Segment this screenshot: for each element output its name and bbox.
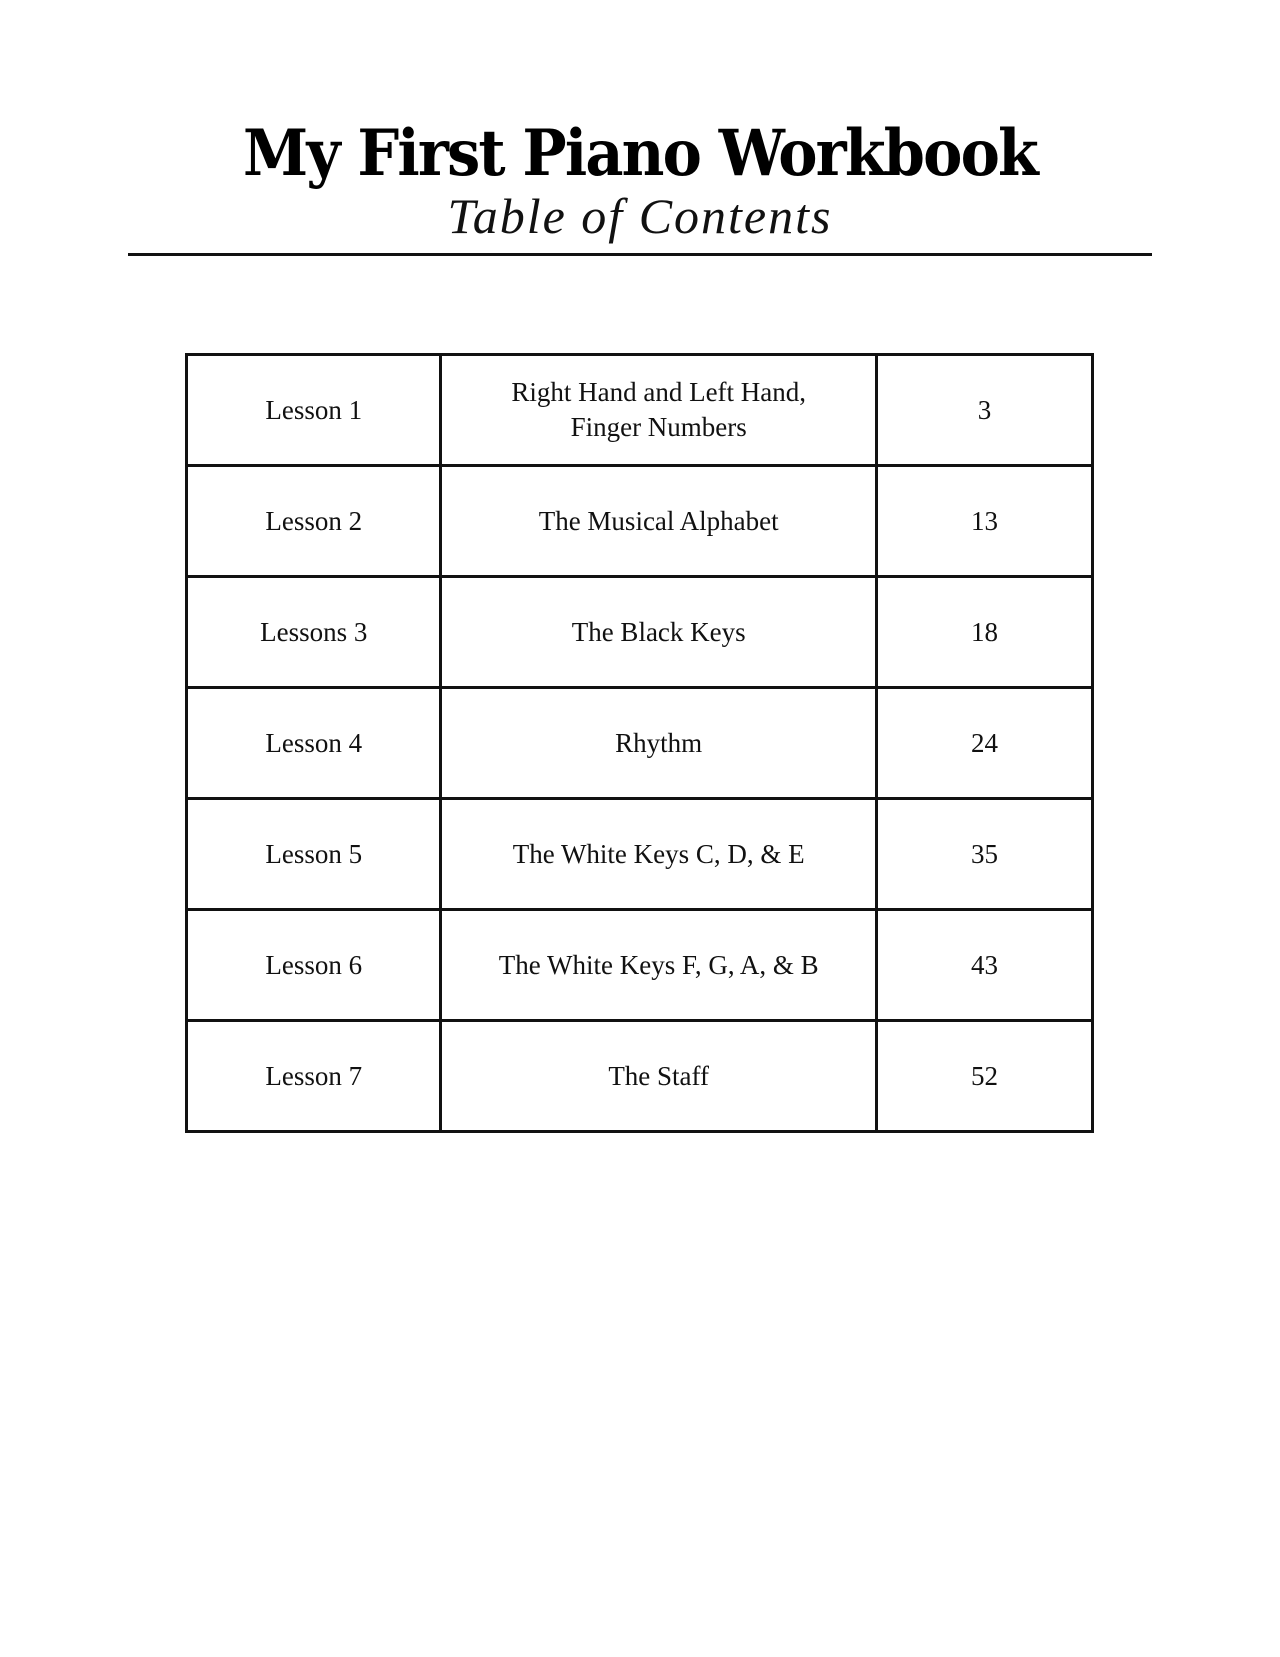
page-number: 18	[876, 577, 1092, 688]
table-row	[187, 799, 1093, 910]
page-number: 35	[876, 799, 1092, 910]
lesson-topic: Rhythm	[441, 688, 876, 799]
page-number: 52	[876, 1021, 1092, 1132]
page-number: 3	[876, 355, 1092, 466]
lesson-label: Lesson 4	[187, 688, 441, 799]
lesson-label: Lesson 1	[187, 355, 441, 466]
lesson-label: Lesson 5	[187, 799, 441, 910]
header-divider	[128, 253, 1152, 256]
lesson-topic: The Musical Alphabet	[441, 466, 876, 577]
table-row	[187, 688, 1093, 799]
table-row	[187, 910, 1093, 1021]
lesson-label: Lessons 3	[187, 577, 441, 688]
lesson-topic: The White Keys C, D, & E	[441, 799, 876, 910]
page-title: My First Piano Workbook	[243, 116, 1037, 191]
page-number: 43	[876, 910, 1092, 1021]
page-number: 24	[876, 688, 1092, 799]
lesson-topic	[441, 355, 876, 466]
page-number: 13	[876, 466, 1092, 577]
lesson-topic: The Staff	[441, 1021, 876, 1132]
page-subtitle: Table of Contents	[447, 188, 833, 244]
table-row	[187, 355, 1093, 466]
lesson-label: Lesson 6	[187, 910, 441, 1021]
lesson-label: Lesson 7	[187, 1021, 441, 1132]
table-row	[187, 466, 1093, 577]
lesson-label: Lesson 2	[187, 466, 441, 577]
table-row	[187, 1021, 1093, 1132]
table-of-contents	[185, 353, 1094, 1133]
lesson-topic-line: Right Hand and Left Hand,	[511, 377, 807, 407]
lesson-topic-line: Finger Numbers	[570, 412, 747, 442]
lesson-topic: The Black Keys	[441, 577, 876, 688]
table-row	[187, 577, 1093, 688]
lesson-topic: The White Keys F, G, A, & B	[441, 910, 876, 1021]
